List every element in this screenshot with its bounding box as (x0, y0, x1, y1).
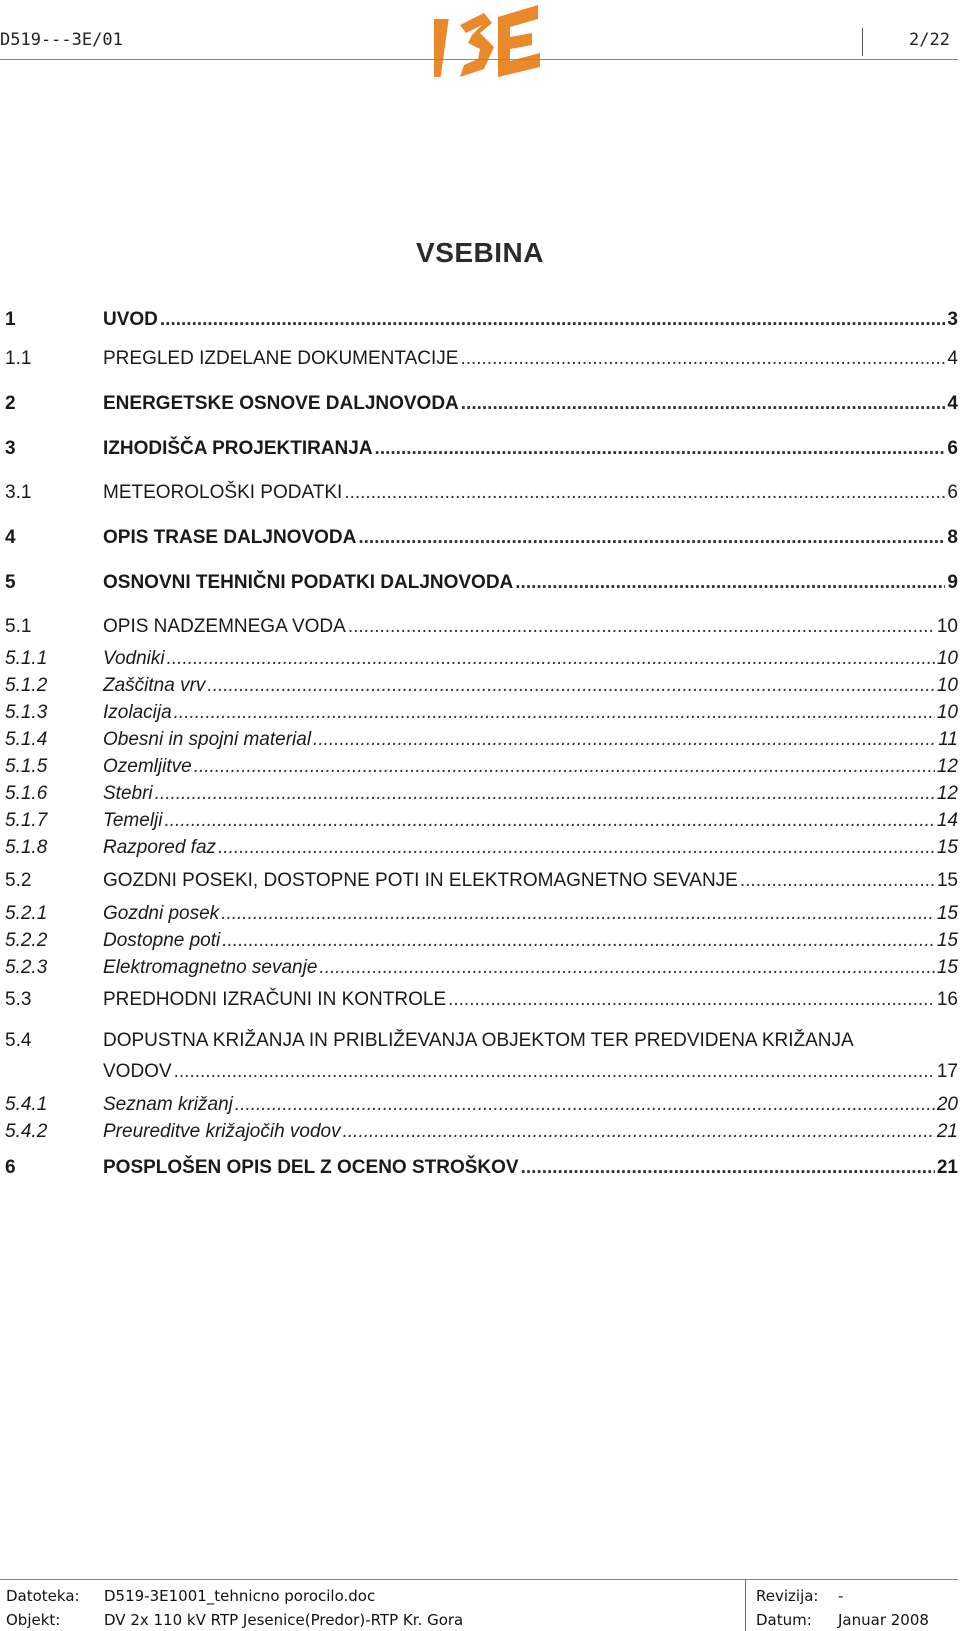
toc-number: 4 (5, 527, 16, 548)
toc-entry[interactable] (0, 930, 958, 956)
toc-title: UVOD (103, 309, 158, 330)
toc-page: 20 (936, 1094, 958, 1115)
toc-page: 15 (936, 870, 958, 891)
toc-title: IZHODIŠČA PROJEKTIRANJA (103, 438, 373, 459)
toc-page: 3 (947, 309, 958, 330)
toc-entry[interactable] (0, 1094, 958, 1120)
toc-number: 3 (5, 438, 16, 459)
footer-rule (0, 1579, 958, 1580)
toc-entry[interactable] (0, 903, 958, 929)
toc-title: Elektromagnetno sevanje (103, 957, 318, 978)
toc-page: 9 (947, 572, 958, 593)
header-rule (0, 59, 958, 60)
toc-title: Preureditve križajočih vodov (103, 1121, 341, 1142)
toc-entry[interactable] (0, 1121, 958, 1147)
footer-revision-label: Revizija: (756, 1587, 819, 1605)
toc-number: 5.2.2 (5, 930, 48, 951)
toc-entry[interactable] (0, 810, 958, 836)
toc-page: 21 (936, 1121, 958, 1142)
footer-date-value: Januar 2008 (838, 1611, 929, 1629)
toc-page: 12 (936, 783, 958, 804)
toc-number: 5.1.6 (5, 783, 48, 804)
toc-number: 5.4 (5, 1030, 32, 1051)
footer-revision-value: - (838, 1587, 844, 1605)
toc-number: 2 (5, 393, 16, 414)
toc-number: 5.1.2 (5, 675, 48, 696)
toc-page: 15 (936, 837, 958, 858)
toc-title: METEOROLOŠKI PODATKI (103, 482, 343, 503)
toc-entry[interactable] (0, 837, 958, 863)
toc-title: Obesni in spojni material (103, 729, 312, 750)
toc-title: OPIS TRASE DALJNOVODA (103, 527, 357, 548)
toc-page: 12 (936, 756, 958, 777)
toc-entry[interactable] (0, 1030, 958, 1056)
toc-number: 5 (5, 572, 16, 593)
toc-page: 10 (936, 675, 958, 696)
page-title: VSEBINA (416, 237, 544, 268)
toc-number: 5.1.7 (5, 810, 48, 831)
toc-entry[interactable] (0, 348, 958, 374)
toc-entry[interactable] (0, 957, 958, 983)
toc-number: 1 (5, 309, 16, 330)
toc-entry[interactable] (0, 616, 958, 642)
footer-object-value: DV 2x 110 kV RTP Jesenice(Predor)-RTP Kr. Gora (104, 1611, 464, 1629)
header-separator (862, 28, 863, 56)
toc-number: 5.1.3 (5, 702, 48, 723)
toc-page: 4 (947, 393, 958, 414)
toc-page: 15 (936, 903, 958, 924)
toc-entry[interactable] (0, 756, 958, 782)
toc-title: ENERGETSKE OSNOVE DALJNOVODA (103, 393, 459, 414)
toc-entry[interactable] (0, 729, 958, 755)
toc-title: Ozemljitve (103, 756, 192, 777)
toc-entry[interactable] (0, 572, 958, 598)
toc-title: POSPLOŠEN OPIS DEL Z OCENO STROŠKOV (103, 1157, 519, 1178)
footer-file-label: Datoteka: (6, 1587, 80, 1605)
toc-entry[interactable] (0, 702, 958, 728)
toc-entry-continuation[interactable] (0, 1061, 958, 1087)
toc-title: Dostopne poti (103, 930, 221, 951)
toc-page: 10 (936, 648, 958, 669)
toc-title: PREGLED IZDELANE DOKUMENTACIJE (103, 348, 459, 369)
toc-number: 5.1.5 (5, 756, 48, 777)
toc-title: Stebri (103, 783, 153, 804)
document-code: D519---3E/01 (0, 30, 123, 50)
toc-number: 5.1 (5, 616, 32, 637)
toc-number: 1.1 (5, 348, 32, 369)
toc-page: 10 (936, 616, 958, 637)
toc-page: 4 (947, 348, 958, 369)
toc-number: 3.1 (5, 482, 32, 503)
toc-entry[interactable] (0, 309, 958, 335)
toc-title: Izolacija (103, 702, 172, 723)
ibe-logo (434, 3, 544, 79)
toc-number: 5.2.1 (5, 903, 48, 924)
toc-number: 6 (5, 1157, 16, 1178)
footer-object-label: Objekt: (6, 1611, 61, 1629)
toc-number: 5.1.1 (5, 648, 48, 669)
toc-entry[interactable] (0, 989, 958, 1015)
toc-number: 5.4.1 (5, 1094, 48, 1115)
footer-date-label: Datum: (756, 1611, 812, 1629)
toc-entry[interactable] (0, 870, 958, 896)
footer-separator (745, 1580, 746, 1631)
toc-title: OPIS NADZEMNEGA VODA (103, 616, 346, 637)
toc-title: Seznam križanj (103, 1094, 233, 1115)
toc-number: 5.2 (5, 870, 32, 891)
page-number: 2/22 (909, 30, 950, 50)
toc-entry[interactable] (0, 438, 958, 464)
toc-title: OSNOVNI TEHNIČNI PODATKI DALJNOVODA (103, 572, 514, 593)
toc-page: 8 (947, 527, 958, 548)
toc-title: Razpored faz (103, 837, 217, 858)
toc-page: 21 (936, 1157, 958, 1178)
toc-page: 14 (936, 810, 958, 831)
toc-entry[interactable] (0, 675, 958, 701)
toc-number: 5.2.3 (5, 957, 48, 978)
toc-page: 15 (936, 957, 958, 978)
toc-title: PREDHODNI IZRAČUNI IN KONTROLE (103, 989, 447, 1010)
toc-title: Vodniki (103, 648, 165, 669)
toc-entry[interactable] (0, 482, 958, 508)
toc-title: DOPUSTNA KRIŽANJA IN PRIBLIŽEVANJA OBJEKTOM TER PREDVIDENA KRIŽANJA (103, 1030, 854, 1051)
toc-page: 16 (936, 989, 958, 1010)
toc-title: Temelji (103, 810, 163, 831)
toc-page: 11 (938, 729, 958, 750)
toc-page: 6 (947, 438, 958, 459)
toc-title: GOZDNI POSEKI, DOSTOPNE POTI IN ELEKTROMAGNETNO SEVANJE (103, 870, 738, 891)
toc-page: 17 (936, 1061, 958, 1082)
toc-number: 5.3 (5, 989, 32, 1010)
toc-page: 6 (947, 482, 958, 503)
toc-page: 15 (936, 930, 958, 951)
toc-entry[interactable] (0, 1157, 958, 1183)
toc-entry[interactable] (0, 648, 958, 674)
toc-entry[interactable] (0, 393, 958, 419)
toc-number: 5.1.8 (5, 837, 48, 858)
toc-page: 10 (936, 702, 958, 723)
toc-entry[interactable] (0, 783, 958, 809)
toc-title: Zaščitna vrv (103, 675, 206, 696)
toc-title: VODOV (103, 1061, 172, 1082)
toc-title: Gozdni posek (103, 903, 220, 924)
footer-file-value: D519-3E1001_tehnicno porocilo.doc (104, 1587, 376, 1605)
toc-number: 5.4.2 (5, 1121, 48, 1142)
toc-number: 5.1.4 (5, 729, 48, 750)
toc-entry[interactable] (0, 527, 958, 553)
